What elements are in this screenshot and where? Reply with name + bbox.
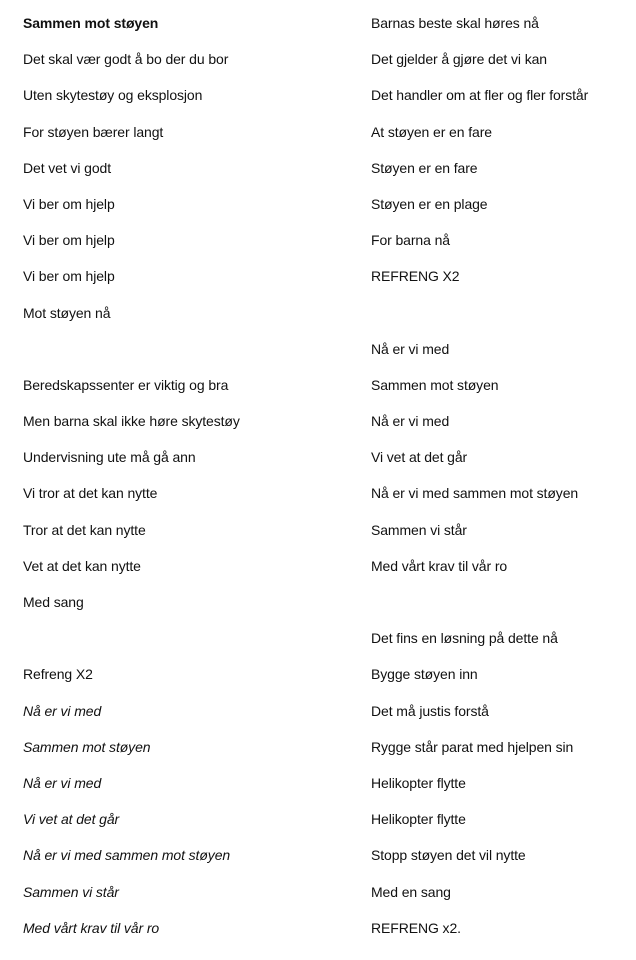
left-lyric-line: Vi ber om hjelp [23,232,115,249]
left-lyric-line: Beredskapssenter er viktig og bra [23,376,229,393]
left-lyric-line: Nå er vi med [23,702,102,719]
right-lyric-line: REFRENG x2. [371,919,461,936]
right-lyric-line: Sammen mot støyen [371,376,499,393]
left-lyric-line: Vi ber om hjelp [23,195,115,212]
right-column [371,10,633,951]
left-lyric-line: Vi tror at det kan nytte [23,485,158,502]
left-lyric-line: Sammen vi står [23,883,119,900]
right-lyric-line: Det må justis forstå [371,702,489,719]
left-lyric-line: Med vårt krav til vår ro [23,919,160,936]
right-lyric-line: Nå er vi med [371,413,450,430]
right-lyric-line: Det handler om at fler og fler forstår [371,87,589,104]
left-lyric-line: Vet at det kan nytte [23,557,141,574]
right-lyric-line: Det gjelder å gjøre det vi kan [371,51,547,68]
left-lyric-line: Med sang [23,594,84,610]
left-lyric-line: Nå er vi med [23,774,102,791]
right-lyric-line: Nå er vi med [371,340,450,357]
right-lyric-line: For barna nå [371,232,450,249]
left-lyric-line: Tror at det kan nytte [23,521,146,538]
document-title: Sammen mot støyen [23,15,159,31]
left-lyric-line: Undervisning ute må gå ann [23,449,196,466]
right-lyric-line: Med vårt krav til vår ro [371,557,508,574]
right-lyric-line: Nå er vi med sammen mot støyen [371,485,579,502]
right-lyric-line: Helikopter flytte [371,811,466,828]
right-lyric-line: REFRENG X2 [371,268,460,285]
left-column [23,10,353,951]
right-lyric-line: Helikopter flytte [371,774,466,791]
right-lyric-line: Barnas beste skal høres nå [371,15,539,31]
left-lyric-line: For støyen bærer langt [23,123,164,140]
blank-line [371,300,633,336]
right-lyric-line: Sammen vi står [371,521,467,538]
right-lyric-line: Støyen er en fare [371,159,478,176]
right-lyric-line: Med en sang [371,883,451,900]
left-lyric-line: Det vet vi godt [23,159,111,176]
left-lyric-line: Uten skytestøy og eksplosjon [23,87,203,104]
left-lyric-line: Sammen mot støyen [23,738,151,755]
right-lyric-line: Stopp støyen det vil nytte [371,847,526,864]
blank-line [23,336,353,372]
left-lyric-line: Vi ber om hjelp [23,268,115,285]
left-lyric-line: Men barna skal ikke høre skytestøy [23,413,240,430]
left-lyric-line: Mot støyen nå [23,304,111,321]
left-lyric-line: Refreng X2 [23,666,93,683]
right-lyric-line: Bygge støyen inn [371,666,478,683]
right-lyric-line: Støyen er en plage [371,195,488,212]
left-lyric-line: Nå er vi med sammen mot støyen [23,847,231,864]
blank-line [23,625,353,661]
blank-line [371,589,633,625]
right-lyric-line: Det fins en løsning på dette nå [371,630,558,647]
right-lyric-line: Rygge står parat med hjelpen sin [371,738,574,755]
left-lyric-line: Det skal vær godt å bo der du bor [23,51,229,68]
right-lyric-line: At støyen er en fare [371,123,492,140]
right-lyric-line: Vi vet at det går [371,449,468,466]
left-lyric-line: Vi vet at det går [23,811,120,828]
